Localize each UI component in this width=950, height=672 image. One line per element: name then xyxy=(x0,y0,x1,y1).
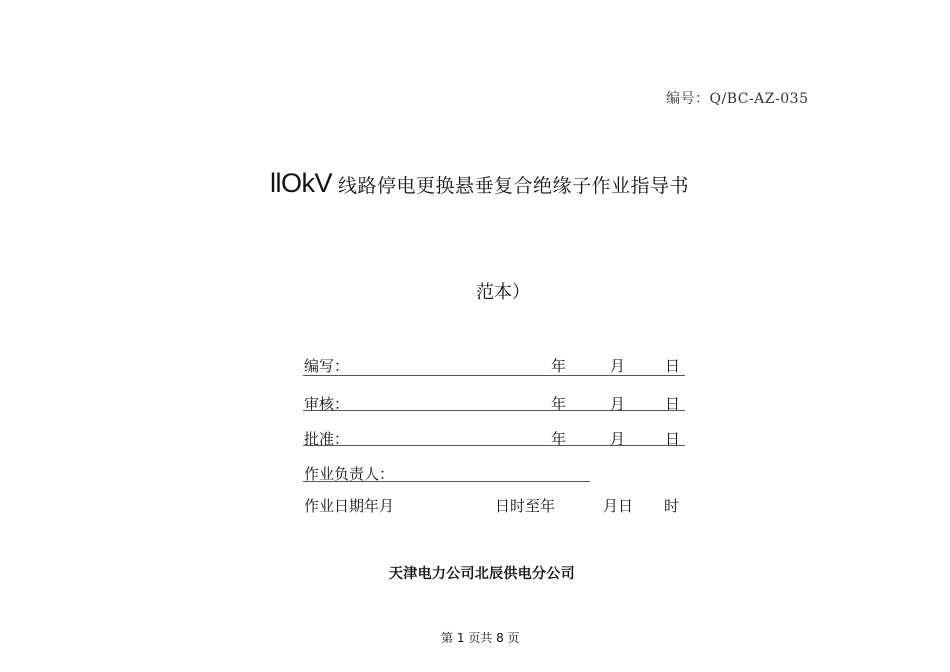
work-date-label: 作业日期年月 xyxy=(304,497,395,515)
sign-row-year: 年 xyxy=(551,430,567,448)
sign-row-year: 年 xyxy=(551,357,567,375)
responsible-person-line xyxy=(303,481,590,482)
title-text: 线路停电更换悬垂复合绝缘子作业指导书 xyxy=(338,175,690,197)
sign-row-day: 日 xyxy=(665,430,681,448)
sign-row-year: 年 xyxy=(551,395,567,413)
organization-name: 天津电力公司北辰供电分公司 xyxy=(389,566,575,582)
work-date-day: 月日 xyxy=(603,497,634,515)
signature-line xyxy=(303,445,685,446)
responsible-person-label: 作业负责人： xyxy=(304,465,395,483)
document-code: 编号：Q/BC-AZ-035 xyxy=(666,91,809,107)
sign-row-month: 月 xyxy=(610,395,626,413)
signature-line xyxy=(303,375,685,376)
signature-line xyxy=(303,410,685,411)
sign-row-label-approve: 批准： xyxy=(304,430,350,448)
page-number: 第 1 页共 8 页 xyxy=(441,631,520,645)
document-subtitle: 范本） xyxy=(476,282,530,303)
work-date-mid: 日时至年 xyxy=(495,497,556,515)
sign-row-label-author: 编写： xyxy=(304,357,350,375)
sign-row-day: 日 xyxy=(665,357,681,375)
sign-row-label-review: 审核： xyxy=(304,395,350,413)
title-voltage-prefix: llOkV xyxy=(270,168,333,198)
sign-row-day: 日 xyxy=(665,395,681,413)
work-date-end: 时 xyxy=(664,497,680,515)
sign-row-month: 月 xyxy=(610,357,626,375)
sign-row-month: 月 xyxy=(610,430,626,448)
document-title xyxy=(270,168,689,199)
